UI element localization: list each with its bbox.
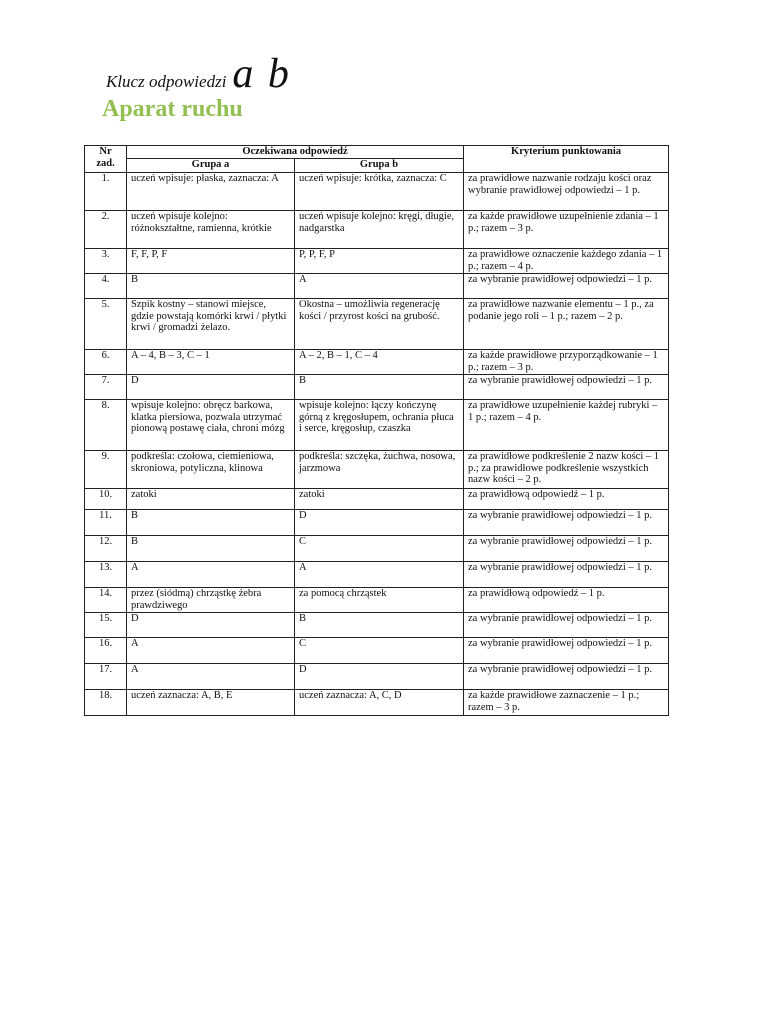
expected-answer-header: Oczekiwana odpowiedź (127, 146, 464, 159)
table-row (85, 173, 669, 211)
group-a-answer-cell: uczeń zaznacza: A, B, E (127, 690, 295, 716)
table-row (85, 536, 669, 562)
group-a-answer-cell: A (127, 664, 295, 690)
criterion-header: Kryterium punktowania (464, 146, 669, 173)
criterion-cell: za wybranie prawidłowej odpowiedzi – 1 p. (464, 536, 669, 562)
criterion-cell: za prawidłową odpowiedź – 1 p. (464, 588, 669, 613)
group-b-answer-cell: C (295, 536, 464, 562)
table-row (85, 375, 669, 400)
group-b-answer-cell: uczeń zaznacza: A, C, D (295, 690, 464, 716)
page-title: Aparat ruchu (102, 96, 243, 122)
group-b-answer-cell: wpisuje kolejno: łączy kończynę górną z kręgosłupem, ochrania płuca i serce, kręgosłup, czaszka (295, 400, 464, 451)
group-a-answer-cell: A (127, 562, 295, 588)
criterion-cell: za prawidłowe uzupełnienie każdej rubryki – 1 p.; razem – 4 p. (464, 400, 669, 451)
criterion-cell: za prawidłowe nazwanie elementu – 1 p., za podanie jego roli – 1 p.; razem – 2 p. (464, 299, 669, 350)
criterion-cell: za prawidłowe oznaczenie każdego zdania – 1 p.; razem – 4 p. (464, 249, 669, 274)
group-a-header: Grupa a (127, 159, 295, 173)
criterion-cell: za prawidłowe nazwanie rodzaju kości oraz wybranie prawidłowej odpowiedzi – 1 p. (464, 173, 669, 211)
criterion-cell: za prawidłową odpowiedź – 1 p. (464, 489, 669, 510)
table-row (85, 249, 669, 274)
task-number-header-line1: Nr (99, 146, 112, 157)
group-b-answer-cell: A (295, 562, 464, 588)
criterion-cell: za wybranie prawidłowej odpowiedzi – 1 p. (464, 613, 669, 638)
criterion-cell: za wybranie prawidłowej odpowiedzi – 1 p. (464, 638, 669, 664)
group-b-answer-cell: A (295, 274, 464, 299)
group-b-answer-cell: D (295, 664, 464, 690)
task-number-cell: 3. (85, 249, 127, 274)
task-number-cell: 14. (85, 588, 127, 613)
table-row (85, 400, 669, 451)
criterion-cell: za każde prawidłowe zaznaczenie – 1 p.; razem – 3 p. (464, 690, 669, 716)
table-row (85, 211, 669, 249)
table-row (85, 451, 669, 489)
group-a-answer-cell: przez (siódmą) chrząstkę żebra prawdziwego (127, 588, 295, 613)
criterion-cell: za wybranie prawidłowej odpowiedzi – 1 p. (464, 510, 669, 536)
task-number-header-line2: zad. (96, 157, 115, 169)
table-row (85, 274, 669, 299)
group-b-answer-cell: podkreśla: szczęka, żuchwa, nosowa, jarzmowa (295, 451, 464, 489)
table-row (85, 638, 669, 664)
group-a-answer-cell: uczeń wpisuje: płaska, zaznacza: A (127, 173, 295, 211)
task-number-cell: 11. (85, 510, 127, 536)
variant-letters: a b (232, 51, 291, 97)
task-number-cell: 2. (85, 211, 127, 249)
task-number-cell: 7. (85, 375, 127, 400)
table-row (85, 510, 669, 536)
group-a-answer-cell: podkreśla: czołowa, ciemieniowa, skroniowa, potyliczna, klinowa (127, 451, 295, 489)
group-b-answer-cell: C (295, 638, 464, 664)
group-b-header: Grupa b (295, 159, 464, 173)
group-a-answer-cell: wpisuje kolejno: obręcz barkowa, klatka piersiowa, pozwala utrzymać pionową postawę ciała, chroni mózg (127, 400, 295, 451)
criterion-cell: za każde prawidłowe uzupełnienie zdania – 1 p.; razem – 3 p. (464, 211, 669, 249)
group-b-answer-cell: B (295, 613, 464, 638)
table-row (85, 690, 669, 716)
table-row (85, 299, 669, 350)
group-b-answer-cell: B (295, 375, 464, 400)
table-row (85, 588, 669, 613)
answer-key-heading (106, 50, 291, 98)
group-b-answer-cell: A – 2, B – 1, C – 4 (295, 350, 464, 375)
task-number-cell: 12. (85, 536, 127, 562)
answer-key-label: Klucz odpowiedzi (106, 72, 227, 91)
group-a-answer-cell: B (127, 274, 295, 299)
group-a-answer-cell: zatoki (127, 489, 295, 510)
answer-table (84, 145, 669, 716)
task-number-cell: 9. (85, 451, 127, 489)
table-row (85, 350, 669, 375)
table-row (85, 613, 669, 638)
table-row (85, 562, 669, 588)
group-a-answer-cell: B (127, 510, 295, 536)
task-number-cell: 17. (85, 664, 127, 690)
group-a-answer-cell: A – 4, B – 3, C – 1 (127, 350, 295, 375)
task-number-cell: 4. (85, 274, 127, 299)
table-row (85, 664, 669, 690)
group-a-answer-cell: D (127, 613, 295, 638)
task-number-cell: 10. (85, 489, 127, 510)
task-number-cell: 13. (85, 562, 127, 588)
group-a-answer-cell: F, F, P, F (127, 249, 295, 274)
criterion-cell: za wybranie prawidłowej odpowiedzi – 1 p. (464, 664, 669, 690)
criterion-cell: za wybranie prawidłowej odpowiedzi – 1 p. (464, 375, 669, 400)
criterion-cell: za wybranie prawidłowej odpowiedzi – 1 p. (464, 274, 669, 299)
group-a-answer-cell: uczeń wpisuje kolejno: różnokształtne, ramienna, krótkie (127, 211, 295, 249)
task-number-cell: 16. (85, 638, 127, 664)
table-row (85, 489, 669, 510)
task-number-cell: 18. (85, 690, 127, 716)
group-a-answer-cell: D (127, 375, 295, 400)
group-b-answer-cell: zatoki (295, 489, 464, 510)
task-number-cell: 6. (85, 350, 127, 375)
group-b-answer-cell: Okostna – umożliwia regenerację kości / przyrost kości na grubość. (295, 299, 464, 350)
task-number-header (85, 146, 127, 173)
task-number-cell: 8. (85, 400, 127, 451)
criterion-cell: za prawidłowe podkreślenie 2 nazw kości – 1 p.; za prawidłowe podkreślenie wszystkich nazw kości – 2 p. (464, 451, 669, 489)
group-b-answer-cell: uczeń wpisuje: krótka, zaznacza: C (295, 173, 464, 211)
answer-rows (85, 173, 669, 716)
task-number-cell: 1. (85, 173, 127, 211)
group-a-answer-cell: B (127, 536, 295, 562)
group-b-answer-cell: P, P, F, P (295, 249, 464, 274)
group-b-answer-cell: D (295, 510, 464, 536)
task-number-cell: 5. (85, 299, 127, 350)
criterion-cell: za każde prawidłowe przyporządkowanie – 1 p.; razem – 3 p. (464, 350, 669, 375)
group-a-answer-cell: A (127, 638, 295, 664)
task-number-cell: 15. (85, 613, 127, 638)
criterion-cell: za wybranie prawidłowej odpowiedzi – 1 p. (464, 562, 669, 588)
group-b-answer-cell: za pomocą chrząstek (295, 588, 464, 613)
group-b-answer-cell: uczeń wpisuje kolejno: kręgi, długie, nadgarstka (295, 211, 464, 249)
group-a-answer-cell: Szpik kostny – stanowi miejsce, gdzie powstają komórki krwi / płytki krwi / gromadzi żelazo. (127, 299, 295, 350)
